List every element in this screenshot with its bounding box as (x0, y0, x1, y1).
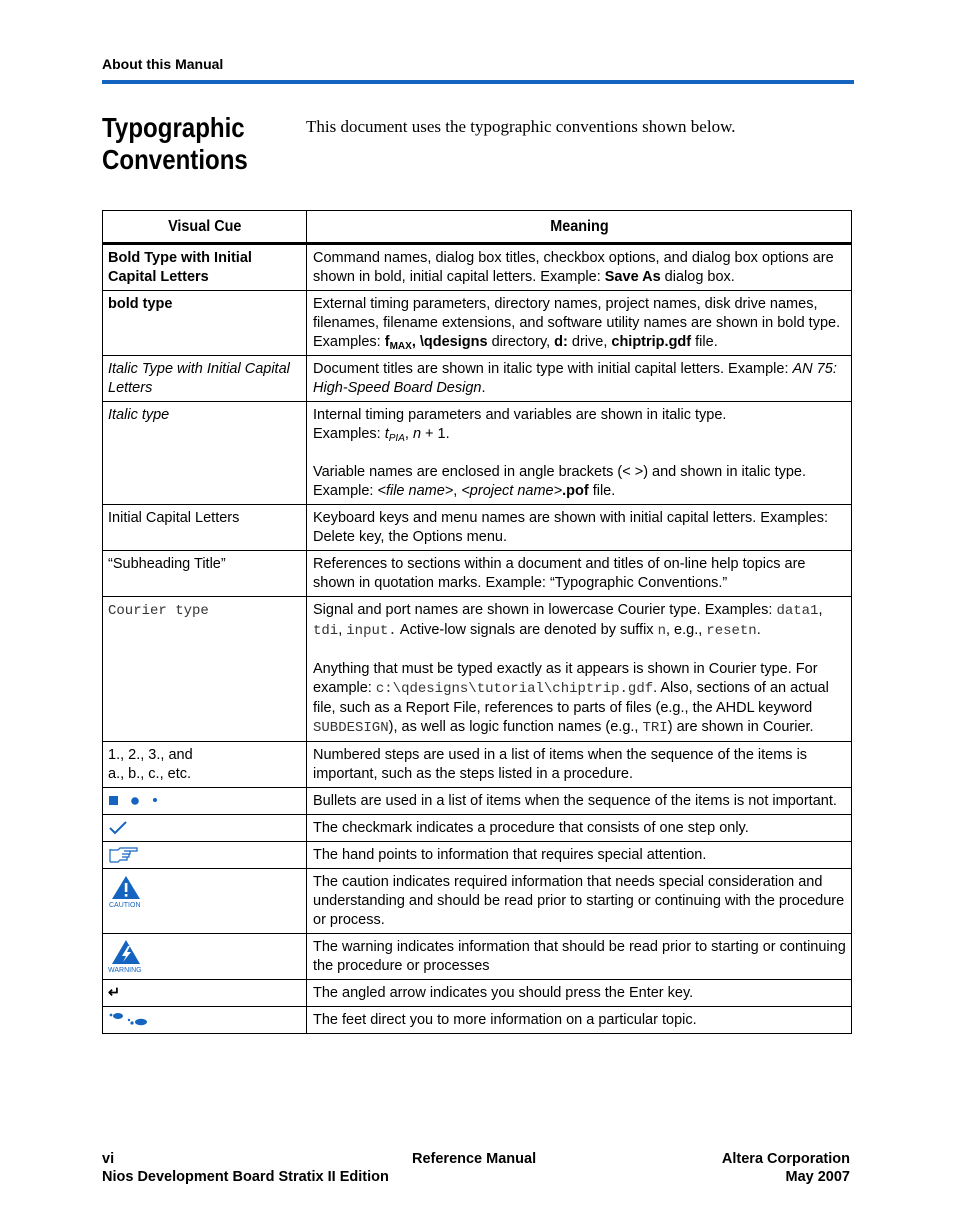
meaning-cell: The angled arrow indicates you should press the Enter key. (307, 980, 852, 1007)
col-header-visual-cue: Visual Cue (103, 211, 307, 244)
footer-page-number: vi (102, 1151, 115, 1167)
footer-date: May 2007 (785, 1169, 850, 1185)
table-row (103, 402, 852, 505)
intro-text: This document uses the typographic conventions shown below. (306, 117, 736, 136)
meaning-cell: The caution indicates required information that needs special consideration and understanding and should be read prior to starting or continuing with the procedure or process. (307, 869, 852, 934)
warning-icon (108, 938, 148, 974)
footer-document-title: Reference Manual (412, 1151, 537, 1167)
svg-text:WARNING: WARNING (108, 967, 142, 974)
header-rule (102, 80, 854, 84)
running-header: About this Manual (102, 56, 224, 72)
page-title (102, 112, 274, 176)
cue-cell: Bold Type with Initial Capital Letters (103, 244, 307, 291)
table-row (103, 597, 852, 742)
table-row (103, 788, 852, 815)
meaning-cell: Document titles are shown in italic type with initial capital letters. Example: AN 75: High-Speed Board Design. (307, 356, 852, 402)
cue-cell: bold type (103, 291, 307, 356)
table-row (103, 1007, 852, 1034)
meaning-cell: Command names, dialog box titles, checkbox options, and dialog box options are shown in bold, initial capital letters. Example: Save As dialog box. (307, 244, 852, 291)
cue-cell (103, 869, 307, 934)
meaning-cell: References to sections within a document and titles of on-line help topics are shown in quotation marks. Example: “Typographic Conventions.” (307, 551, 852, 597)
table-header-row (103, 211, 852, 244)
pointing-hand-icon (108, 846, 140, 864)
cue-cell: Italic type (103, 402, 307, 505)
footer-company: Altera Corporation (721, 1151, 850, 1167)
meaning-cell: The warning indicates information that should be read prior to starting or continuing the procedure or processes (307, 934, 852, 980)
title-line-2: Conventions (102, 144, 248, 175)
table-row (103, 356, 852, 402)
col-header-meaning: Meaning (307, 211, 852, 244)
checkmark-icon (108, 820, 128, 836)
enter-arrow-icon: ↵ (103, 980, 307, 1007)
table-row (103, 244, 852, 291)
cue-cell: 1., 2., 3., and a., b., c., etc. (103, 742, 307, 788)
cue-cell: “Subheading Title” (103, 551, 307, 597)
footer-edition: Nios Development Board Stratix II Edition (102, 1169, 389, 1185)
meaning-cell: External timing parameters, directory names, project names, disk drive names, filenames, filename extensions, and software utility names are shown in bold type. Examples: $f_{MAX}$, \qdesigns directory, d: drive, chiptrip.gdf file. (307, 291, 852, 356)
cue-cell (103, 815, 307, 842)
caution-icon (108, 873, 148, 909)
table-row (103, 980, 852, 1007)
meaning-cell: The checkmark indicates a procedure that consists of one step only. (307, 815, 852, 842)
table-row (103, 934, 852, 980)
meaning-cell: The hand points to information that requires special attention. (307, 842, 852, 869)
table-row (103, 869, 852, 934)
cue-cell (103, 934, 307, 980)
bullet-square-icon (109, 796, 118, 805)
cue-cell (103, 788, 307, 815)
table-row (103, 505, 852, 551)
table-row (103, 842, 852, 869)
table-row (103, 291, 852, 356)
cue-cell (103, 842, 307, 869)
title-line-1: Typographic (102, 112, 245, 143)
cue-cell: Courier type (103, 597, 307, 742)
meaning-cell: Signal and port names are shown in lowercase Courier type. Examples: data1, tdi, input. Active-low signals are denoted by suffix n, e.g., resetn. Anything that must be typed exactly as it appears is shown in Courier type. For example: c:\qdesigns\tutorial\chiptrip.gdf. Also, sections of an actual file, such as a Report File, references to parts of files (e.g., the AHDL keyword SUBDESIGN), as well as logic function names (e.g., TRI) are shown in Courier. (307, 597, 852, 742)
conventions-table (102, 210, 852, 1034)
bullet-dot-icon (153, 798, 157, 802)
feet-icon (108, 1011, 152, 1029)
meaning-cell: Bullets are used in a list of items when the sequence of the items is not important. (307, 788, 852, 815)
bullet-dot-icon (131, 797, 139, 805)
cue-cell (103, 1007, 307, 1034)
svg-text:CAUTION: CAUTION (109, 902, 141, 909)
table-row (103, 551, 852, 597)
meaning-cell: Keyboard keys and menu names are shown with initial capital letters. Examples: Delete key, the Options menu. (307, 505, 852, 551)
table-row (103, 815, 852, 842)
cue-cell: Initial Capital Letters (103, 505, 307, 551)
table-row (103, 742, 852, 788)
cue-cell: Italic Type with Initial Capital Letters (103, 356, 307, 402)
meaning-cell: The feet direct you to more information on a particular topic. (307, 1007, 852, 1034)
meaning-cell: Numbered steps are used in a list of items when the sequence of the items is important, such as the steps listed in a procedure. (307, 742, 852, 788)
meaning-cell: Internal timing parameters and variables are shown in italic type. Examples: $t_{PIA}$, n + 1. Variable names are enclosed in angle brackets (< >) and shown in italic type. Example: <file name>, <project name>.pof file. (307, 402, 852, 505)
